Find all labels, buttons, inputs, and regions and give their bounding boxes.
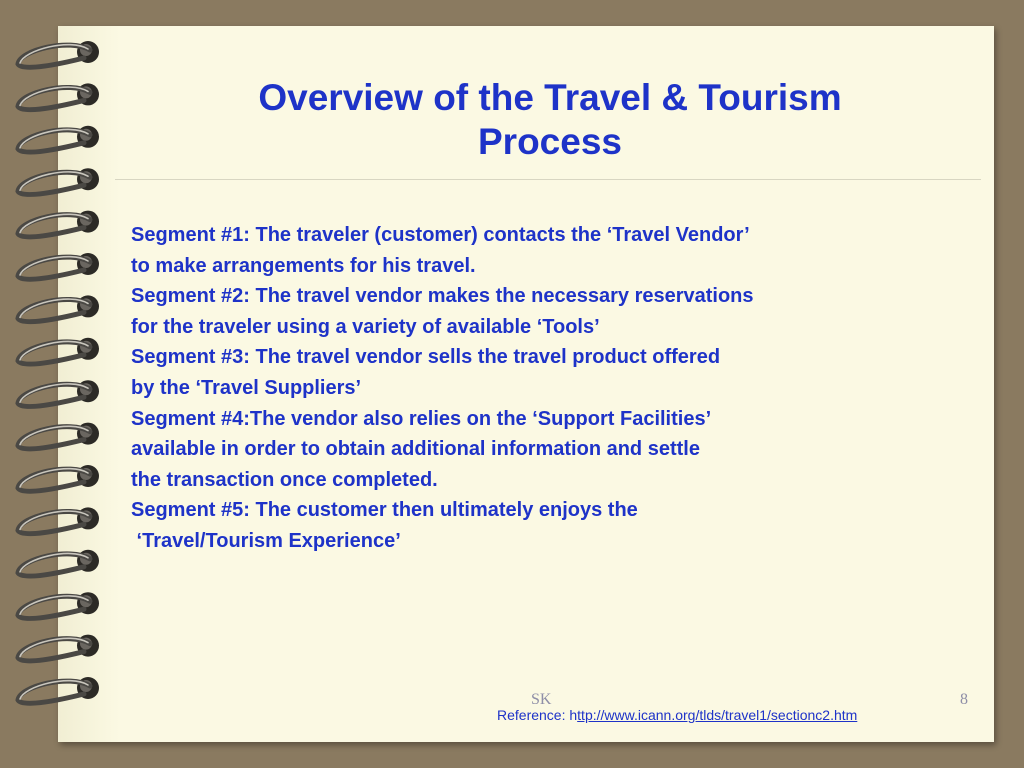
- spiral-binding-ring-icon: [18, 592, 99, 618]
- spiral-binding-ring-icon: [18, 253, 99, 279]
- body-line: by the ‘Travel Suppliers’: [131, 376, 362, 399]
- spiral-binding-ring-icon: [18, 380, 99, 406]
- spiral-binding-ring-icon: [18, 41, 99, 67]
- body-line: Segment #5: The customer then ultimately enjoys the: [131, 499, 638, 522]
- spiral-binding-ring-icon: [18, 168, 99, 194]
- body-line: Segment #4:The vendor also relies on the ‘Support Facilities’: [131, 407, 712, 430]
- spiral-binding-ring-icon: [18, 465, 99, 491]
- body-line: Segment #1: The traveler (customer) contacts the ‘Travel Vendor’: [131, 224, 750, 246]
- body-line: Segment #3: The travel vendor sells the travel product offered: [131, 346, 721, 369]
- slide-title-line-2: Process: [478, 121, 622, 162]
- reference-line: [497, 707, 857, 723]
- spiral-binding-ring-icon: [18, 211, 99, 237]
- slide-title-line-1: Overview of the Travel & Tourism: [258, 77, 842, 118]
- slide-title: [120, 76, 980, 164]
- body-line: the transaction once completed.: [131, 468, 438, 491]
- spiral-binding-ring-icon: [18, 677, 99, 703]
- spiral-binding-ring-icon: [18, 635, 99, 661]
- spiral-binding-ring-icon: [18, 83, 99, 109]
- body-line: ‘Travel/Tourism Experience’: [131, 529, 401, 552]
- spiral-binding-ring-icon: [18, 295, 99, 321]
- spiral-binding-ring-icon: [18, 550, 99, 576]
- spiral-binding-ring-icon: [18, 126, 99, 152]
- body-line: to make arrangements for his travel.: [131, 254, 476, 277]
- slide-body: [131, 220, 961, 557]
- spiral-binding-ring-icon: [18, 423, 99, 449]
- body-line: available in order to obtain additional information and settle: [131, 438, 700, 461]
- body-line: Segment #2: The travel vendor makes the necessary reservations: [131, 285, 754, 308]
- page-number: 8: [960, 691, 968, 708]
- spiral-binding-ring-icon: [18, 507, 99, 533]
- reference-link[interactable]: ttp://www.icann.org/tlds/travel1/sectionc2.htm: [577, 707, 858, 723]
- spiral-binding-ring-icon: [18, 338, 99, 364]
- footer-author: SK: [531, 691, 552, 708]
- spiral-binding: [0, 0, 120, 768]
- reference-prefix: Reference: h: [497, 707, 578, 723]
- title-divider: [115, 179, 981, 180]
- body-line: for the traveler using a variety of available ‘Tools’: [131, 315, 600, 338]
